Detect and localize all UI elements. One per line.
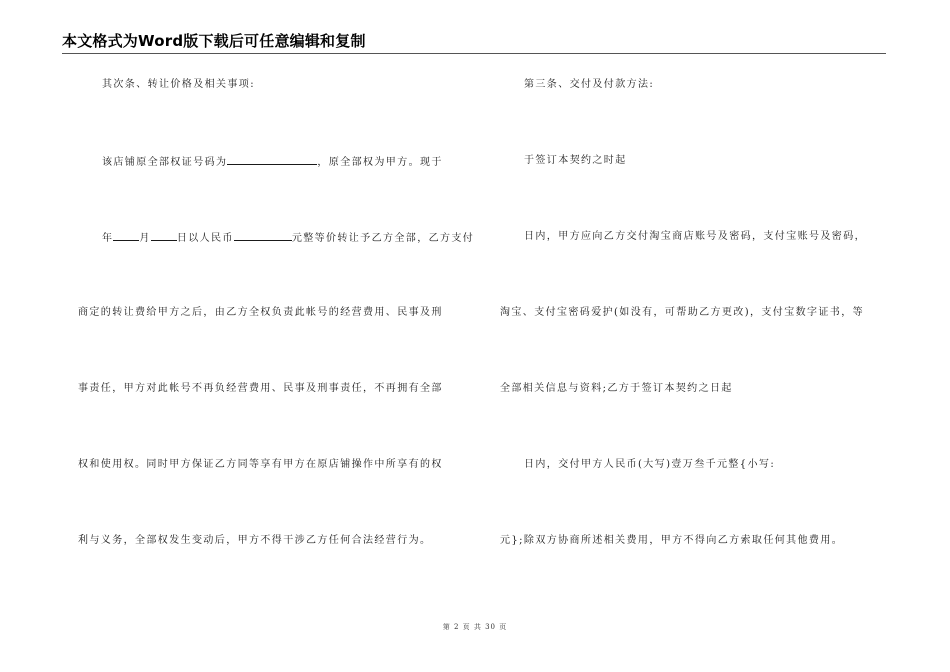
- paragraph-line: 淘宝、支付宝密码爱护(如没有，可帮助乙方更改)，支付宝数字证书，等: [500, 307, 865, 318]
- paragraph-line: [78, 154, 443, 170]
- text-segment: 元整等价转让予乙方全部，乙方支付: [291, 233, 475, 244]
- document-header-title: 本文格式为Word版下载后可任意编辑和复制: [62, 32, 366, 50]
- certificate-number-blank: [227, 154, 317, 165]
- text-segment: 月: [139, 233, 151, 244]
- paragraph-line: 元};除双方协商所述相关费用，甲方不得向乙方索取任何其他费用。: [500, 535, 844, 546]
- text-segment: ，原全部权为甲方。现于: [317, 157, 443, 168]
- header-divider: [62, 53, 886, 54]
- paragraph-line: [78, 230, 474, 246]
- amount-blank: [234, 230, 292, 241]
- section-heading-article-3: 第三条、交付及付款方法:: [524, 79, 655, 90]
- paragraph-line: 日内，甲方应向乙方交付淘宝商店账号及密码，支付宝账号及密码，: [524, 231, 866, 242]
- text-segment: 该店铺原全部权证号码为: [102, 157, 228, 168]
- paragraph-line: 权和使用权。同时甲方保证乙方同等享有甲方在原店铺操作中所享有的权: [78, 459, 443, 470]
- text-segment: 日以人民币: [176, 233, 234, 244]
- month-blank: [113, 230, 139, 241]
- paragraph-line: 利与义务，全部权发生变动后，甲方不得干涉乙方任何合法经营行为。: [78, 535, 432, 546]
- paragraph-line: 商定的转让费给甲方之后，由乙方全权负责此帐号的经营费用、民事及刑: [78, 307, 443, 318]
- paragraph-line: 事责任，甲方对此帐号不再负经营费用、民事及刑事责任，不再拥有全部: [78, 383, 443, 394]
- paragraph-line: 于签订本契约之时起: [524, 155, 627, 166]
- section-heading-article-2: 其次条、转让价格及相关事项:: [102, 79, 255, 90]
- text-segment: 年: [102, 233, 114, 244]
- paragraph-line: 全部相关信息与资料;乙方于签订本契约之日起: [500, 383, 733, 394]
- paragraph-line: 日内，交付甲方人民币(大写)壹万叁千元整{小写:: [524, 459, 776, 470]
- day-blank: [151, 230, 177, 241]
- page-number-footer: 第 2 页 共 30 页: [442, 623, 508, 631]
